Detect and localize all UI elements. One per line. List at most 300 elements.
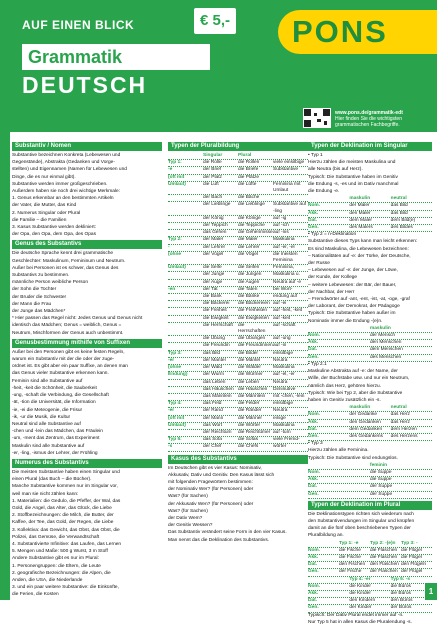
table-row bbox=[168, 387, 308, 394]
table-cell: die Kinder bbox=[349, 590, 371, 596]
table-cell: die Seife bbox=[203, 265, 222, 271]
text-line: Polizei, das Gemüse, die Verwandtschaft bbox=[12, 534, 100, 540]
text-line: alle Neutra (bis auf Herz). bbox=[308, 167, 363, 173]
table-cell: des Malers bbox=[349, 225, 373, 231]
table-cell: die Bäche bbox=[238, 195, 260, 201]
section-heading: Substantiv / Nomen bbox=[12, 142, 162, 151]
table-cell: den Menschen bbox=[370, 340, 402, 346]
table-cell: Diminutive bbox=[273, 386, 296, 392]
table-header-cell bbox=[308, 577, 349, 583]
table-cell: -s bbox=[168, 444, 173, 450]
table-header-cell: maskulin bbox=[349, 196, 371, 202]
table-cell bbox=[168, 394, 203, 400]
table-header-cell: maskulin bbox=[349, 405, 371, 411]
table-header bbox=[308, 463, 432, 470]
table-cell: auf -ung bbox=[273, 336, 291, 342]
section-heading: Numerus des Substantivs bbox=[12, 459, 162, 468]
table-cell: auf -ei bbox=[273, 301, 287, 307]
table-cell: auf -nis bbox=[273, 230, 289, 236]
table-row bbox=[308, 584, 432, 591]
table-cell: das Häuschen bbox=[203, 386, 234, 392]
text-line: Man nennt das die Deklination des Substantivs. bbox=[168, 537, 270, 543]
table-cell: Endung) bbox=[168, 372, 188, 378]
table-cell: auf -schaft bbox=[273, 322, 296, 328]
text-line: der Russe bbox=[308, 261, 330, 267]
text-line: – Fremdwörter auf -ant, -ent, -ist, -at, -oge, -graf bbox=[308, 297, 410, 303]
table-row bbox=[168, 358, 308, 365]
text-line: Kaffee, der Tee, das Gold, der Regen, die Liebe bbox=[12, 520, 114, 526]
text-line: der Nominativ Wer? (für Personen) oder bbox=[168, 487, 254, 493]
table-cell bbox=[168, 202, 203, 214]
table-row bbox=[168, 372, 308, 379]
table-cell: der Büros bbox=[390, 605, 412, 611]
table-row bbox=[308, 605, 432, 612]
table-cell: das Herz bbox=[390, 412, 410, 418]
title-grammatik: Grammatik bbox=[22, 44, 210, 70]
table-cell bbox=[273, 195, 308, 201]
text-line: -ung, -schaft die Verbindung, die Gesellschaft bbox=[12, 393, 109, 399]
text-line: einen Plural (das Buch – die Bücher). bbox=[12, 477, 92, 483]
table-cell bbox=[168, 308, 203, 314]
text-line: Typisch: Die Substantive haben außer im bbox=[308, 311, 396, 317]
table-cell: (ohne bbox=[168, 251, 182, 257]
text-line: Außer bei den Personen gibt es keine festen Regeln, bbox=[12, 349, 125, 355]
table-cell: die Vögel bbox=[238, 251, 259, 257]
table-row bbox=[168, 423, 308, 430]
text-line: warum ein Substantiv mit der die oder der zuge- bbox=[12, 357, 115, 363]
table-cell: Maskulina bbox=[273, 365, 295, 371]
table-row bbox=[308, 492, 432, 499]
table-header-cell: Plural bbox=[238, 153, 252, 158]
table-header-cell: Singular bbox=[203, 153, 223, 158]
text-line: männliche Person weibliche Person bbox=[12, 280, 88, 286]
table-header-cell bbox=[308, 463, 370, 469]
text-line: Es sind Maskulina, die Lebewesen bezeichnen: bbox=[308, 246, 409, 252]
text-line: Substantivs zu bestimmen. bbox=[12, 273, 70, 279]
text-line: Dinge, die es nur einmal gibt). bbox=[12, 174, 76, 180]
table-cell: der Suppe bbox=[370, 484, 393, 490]
table-row bbox=[168, 280, 308, 287]
text-line: der Akkusativ Wen? (für Personen) oder bbox=[168, 501, 254, 507]
table-cell: die Rollen bbox=[238, 160, 260, 166]
table-row bbox=[168, 287, 308, 294]
table-header-cell: Typ 3: - bbox=[401, 540, 418, 546]
table-cell: Typ 1: bbox=[168, 160, 182, 166]
table-cell: die Plätze bbox=[238, 174, 260, 180]
table-cell: viele einsilbige bbox=[273, 160, 305, 166]
table-cell: die Lüfte bbox=[238, 181, 257, 187]
table-cell: das Feld bbox=[203, 401, 222, 407]
table-cell: die Fische bbox=[339, 547, 361, 553]
text-line: der Genitiv Wessen? bbox=[168, 523, 213, 529]
text-line: 5. Mengen und Maße: 500 g Wurst, 3 m Stoff bbox=[12, 549, 108, 555]
table-cell: der Maler bbox=[349, 203, 370, 209]
table-row bbox=[308, 548, 432, 555]
table-cell: der König bbox=[203, 215, 224, 221]
table-cell: Umlaut) bbox=[168, 265, 186, 271]
table-cell: die Chefs bbox=[238, 444, 259, 450]
table-cell: der Wald bbox=[203, 365, 223, 371]
table-header bbox=[308, 196, 432, 203]
table-cell: das Männlein bbox=[203, 393, 232, 399]
table-cell: die Ewigkeit bbox=[203, 315, 229, 321]
table-cell: die Kinder bbox=[349, 583, 371, 589]
table-cell: die Flügel bbox=[401, 554, 422, 560]
text-line: 3. Kollektiva: das Gewicht, das Obst, das Obst, die bbox=[12, 527, 120, 533]
table-cell: den Gedanken bbox=[349, 419, 381, 425]
text-line: Anden, die USA, die Niederlande bbox=[12, 577, 83, 583]
table-row bbox=[168, 316, 308, 323]
table-cell: Dat. bbox=[308, 562, 318, 568]
table-header-cell: Typ 1: -e bbox=[339, 540, 359, 546]
promo-url[interactable]: www.pons.de/grammatik-edt bbox=[335, 110, 403, 116]
text-line: Feminin sind alle Substantive auf bbox=[12, 378, 83, 384]
table-cell: auf -er, -el bbox=[273, 244, 295, 250]
table-cell: Nom. bbox=[308, 469, 320, 475]
table-cell: Maskulina u. bbox=[273, 272, 300, 278]
table-cell: auf -in bbox=[273, 343, 287, 349]
table-cell: Neutra bbox=[273, 357, 288, 363]
table-header-cell: Typ 2: -(e)n bbox=[370, 540, 396, 546]
table-header-cell bbox=[273, 153, 308, 159]
table-cell: endung auf bbox=[273, 294, 298, 300]
text-line: der Mann die Frau bbox=[12, 301, 52, 307]
text-line: Was? (für Sachen) bbox=[168, 508, 208, 514]
table-cell: die Suppe bbox=[370, 469, 392, 475]
text-line: Maskulin sind alle Substantive auf bbox=[12, 443, 85, 449]
table-cell: der Bach bbox=[203, 195, 223, 201]
table-row bbox=[168, 408, 308, 415]
table-cell: die Briefe bbox=[238, 167, 259, 173]
table-cell: den Flügeln bbox=[401, 562, 427, 568]
table-cell: Substantive auf -ling bbox=[273, 202, 307, 214]
text-line: Andere Substantive gibt es nur im Plural: bbox=[12, 556, 99, 562]
table-header-cell bbox=[308, 326, 370, 332]
table-cell: die Sofas bbox=[238, 437, 259, 443]
text-line: Gold, die Angel, das Alter, das Glück, die Liebe bbox=[12, 505, 112, 511]
table-cell: die Flaschen bbox=[370, 547, 398, 553]
table-cell: die Büros bbox=[390, 590, 411, 596]
promo-text bbox=[335, 110, 431, 128]
table-cell: der Flügel bbox=[401, 569, 423, 575]
table-cell: die Wälder bbox=[238, 365, 261, 371]
table-cell: Nom. bbox=[308, 412, 320, 418]
table-cell: Gen. bbox=[308, 433, 319, 439]
table-cell: Nom. bbox=[308, 583, 320, 589]
table-cell: der Reichtum bbox=[203, 429, 232, 435]
table-header-cell: feminin bbox=[370, 462, 388, 468]
green-side-stripe bbox=[0, 132, 10, 600]
table-cell: das Leben bbox=[203, 379, 226, 385]
text-line: Nominativ immer die Endung -(e)n. bbox=[308, 318, 383, 324]
table-cell: Gen. bbox=[308, 491, 319, 497]
table-cell: den Flaschen bbox=[370, 562, 399, 568]
table-cell: die Büros bbox=[390, 583, 411, 589]
table-cell: Nom. bbox=[308, 333, 320, 339]
table-cell bbox=[168, 323, 203, 335]
text-line: 1. Personengruppen: die Eltern, die Leute bbox=[12, 563, 101, 569]
text-line: die Ferien, die Kosten bbox=[12, 592, 59, 598]
text-line: nämlich das Herz, gehören hierzu. bbox=[308, 383, 382, 389]
table-cell: die Übung bbox=[203, 336, 225, 342]
table-cell: der Lieblinge bbox=[203, 202, 231, 208]
table-cell: die Wörter bbox=[238, 422, 261, 428]
table-cell: Nom. bbox=[308, 203, 320, 209]
table-cell: die Bäckereien bbox=[238, 301, 270, 307]
table-cell: die Herrschaften bbox=[238, 322, 266, 335]
text-line: der Opa, den Opa, dem Opa, des Opas bbox=[12, 232, 96, 238]
kasus-text bbox=[168, 466, 308, 544]
table-cell: Typ 5: bbox=[168, 437, 182, 443]
table-cell: Umlaut) bbox=[168, 422, 186, 428]
table-cell: mit -chen, -lein bbox=[273, 393, 305, 399]
table-cell: das Sofa bbox=[203, 437, 222, 443]
table-cell bbox=[168, 336, 203, 342]
text-line: Typisch: Die Substantive haben im Genitiv bbox=[308, 174, 398, 180]
table-cell: der Brief bbox=[203, 167, 222, 173]
text-line: Wille, der Buchstabe usw. und nur ein Neutrum, bbox=[308, 376, 410, 382]
table-header-cell: Typ 4: -er bbox=[349, 576, 371, 582]
text-line: haben im Genitiv zusätzlich ein -s. bbox=[308, 397, 381, 403]
table-cell: - bbox=[168, 244, 170, 250]
table-cell: Dat. bbox=[308, 484, 318, 490]
section-heading: Typen der Deklination im Singular bbox=[308, 142, 432, 151]
table-header-cell bbox=[168, 153, 203, 159]
table-cell: Dat. bbox=[308, 347, 318, 353]
text-line: die Endung -e. bbox=[308, 189, 340, 195]
table-cell: die Mäntel bbox=[238, 357, 261, 363]
table-cell: der Wurm bbox=[203, 372, 224, 378]
table-cell: (oft mit bbox=[168, 174, 185, 180]
table-cell: die Männlein bbox=[238, 393, 266, 399]
table-cell: der Maler bbox=[203, 237, 224, 243]
table-cell: die Fische bbox=[339, 554, 361, 560]
table-cell: einsilbige bbox=[273, 350, 294, 356]
title-deutsch: DEUTSCH bbox=[22, 72, 148, 98]
text-line: • Typ 3 bbox=[308, 441, 323, 447]
table-cell: dem Maler bbox=[349, 217, 372, 223]
table-cell bbox=[168, 301, 203, 307]
table-header-cell bbox=[308, 405, 349, 411]
table-cell: die Rolle bbox=[203, 160, 222, 166]
table-header-cell: maskulin bbox=[370, 325, 391, 331]
table-row bbox=[308, 218, 432, 225]
column-substantiv bbox=[12, 140, 162, 598]
text-line: -er, -ling, -ismus der Lehrer, der Frühling bbox=[12, 450, 98, 456]
text-line: -um, -ment das Zentrum, das Experiment bbox=[12, 436, 100, 442]
table-cell bbox=[168, 343, 203, 349]
table-cell: das Bild bbox=[203, 350, 221, 356]
text-line: Typisch: Der Dativ Plural endet immer auf -n. bbox=[308, 612, 404, 618]
text-line: -ik, -ur die Musik, die Kultur bbox=[12, 414, 71, 420]
table-cell: die Leben bbox=[238, 379, 260, 385]
page-number: 1 bbox=[425, 583, 437, 600]
table-cell bbox=[168, 387, 203, 393]
text-line: 2. Numerus Singular oder Plural bbox=[12, 210, 81, 216]
table-cell: -e bbox=[168, 167, 173, 173]
table-cell: Typ 3: bbox=[168, 350, 182, 356]
table-row bbox=[168, 444, 308, 451]
table-cell: die Bank bbox=[203, 294, 222, 300]
text-line: Substantive bezeichnen Konkreta (Lebewesen und bbox=[12, 153, 121, 158]
text-line: Die deutsche Sprache kennt drei grammatische bbox=[12, 251, 114, 257]
table-cell bbox=[273, 175, 308, 181]
table-cell bbox=[168, 230, 203, 236]
table-cell: Akk. bbox=[308, 590, 319, 596]
text-line: 2. Stoffbezeichnungen: die Milch, die Butter, der bbox=[12, 513, 114, 519]
table-cell: der Suppe bbox=[370, 491, 393, 497]
table-row bbox=[308, 203, 432, 210]
text-line: -ät, -tion die Universität, die Information bbox=[12, 400, 96, 406]
table-row bbox=[168, 167, 308, 174]
text-line: der Sohn die Tochter bbox=[12, 287, 57, 293]
table-cell: die Bilder bbox=[238, 350, 258, 356]
table-cell bbox=[168, 280, 203, 286]
text-line: Außer bei Personen ist es schwer, das Genus des bbox=[12, 265, 119, 271]
table-cell: der Mantel bbox=[203, 357, 226, 363]
table-row bbox=[168, 380, 308, 387]
table-cell: der Mensch bbox=[370, 333, 396, 339]
text-line: 1. Genus erkennbar an den bestimmten Artikeln bbox=[12, 196, 114, 202]
text-line: -ie, -ei die Meteogenie, die Frisur bbox=[12, 407, 83, 413]
table-cell: viele Fremd- bbox=[273, 437, 300, 443]
text-line: Die meisten Substantive haben einen Singular und bbox=[12, 469, 120, 475]
table-cell: Dat. bbox=[308, 217, 318, 223]
table-cell: die meisten Feminina bbox=[273, 251, 298, 264]
table-row bbox=[168, 245, 308, 252]
table-row bbox=[308, 427, 432, 434]
table-cell: Dat. bbox=[308, 426, 318, 432]
table-cell: Gen. bbox=[308, 225, 319, 231]
table-cell: Substantive bbox=[273, 167, 299, 173]
text-line: der Kunde, der Kollege bbox=[308, 275, 358, 281]
text-line: 3. und ein paar weitere Substantive: die Einkünfte, bbox=[12, 585, 119, 591]
table-header-cell: neutral bbox=[390, 196, 407, 202]
table-cell: dem Gedanken bbox=[349, 426, 383, 432]
table-cell: einsilbige bbox=[273, 401, 294, 407]
table-cell: die Flaschen bbox=[370, 554, 398, 560]
table-cell: bei Wort- bbox=[273, 286, 293, 292]
table-row bbox=[168, 416, 308, 423]
table-cell bbox=[168, 430, 203, 436]
table-cell bbox=[168, 380, 203, 386]
table-cell: Feminina, bbox=[273, 265, 295, 271]
text-line: Manche Substantive kommen nur im Singular vor, bbox=[12, 484, 118, 490]
table-header bbox=[308, 577, 432, 584]
text-line: die Familie – die Familien bbox=[12, 217, 67, 223]
text-line: Akkusativ, Dativ und Genitiv. Den Kasus lässt sich bbox=[168, 472, 275, 478]
table-row bbox=[308, 420, 432, 427]
table-cell: des Herzens bbox=[390, 433, 418, 439]
table-cell: dem Bild(e) bbox=[390, 217, 416, 223]
table-cell: das Gehen bbox=[203, 230, 227, 236]
text-line: 4. Substantivierte Infinitive: das Laufen, das Lernen bbox=[12, 541, 122, 547]
table-row bbox=[308, 569, 432, 576]
table-row bbox=[168, 237, 308, 244]
table-cell: die Augen bbox=[238, 279, 260, 285]
table-cell: der Kinder bbox=[349, 605, 372, 611]
table-cell: Feminina mit Umlaut bbox=[273, 181, 301, 194]
table-row bbox=[308, 211, 432, 218]
text-line: der Junge das Mädchen* bbox=[12, 309, 66, 315]
table-cell: das Wort bbox=[203, 422, 223, 428]
text-line: Geschlechter: Maskulinum, Femininum und Neutrum. bbox=[12, 258, 126, 264]
table-cell: Neutra bbox=[273, 408, 288, 414]
table-cell: den Kindern bbox=[349, 598, 376, 604]
table-cell: Akk. bbox=[308, 419, 319, 425]
table-cell: die Luft bbox=[203, 181, 219, 187]
text-line: Hierzu zählen alle Feminina. bbox=[308, 448, 369, 454]
text-line: Das Substantiv verändert seine Form in den vier Kasus. bbox=[168, 530, 287, 536]
table-cell: (ohne bbox=[168, 365, 182, 371]
table-cell: Typ 4: bbox=[168, 401, 182, 407]
text-line: 1. Materialien: die Gedulo, die Pfeffer, der Wal, das bbox=[12, 498, 121, 504]
price-badge: € 5,- bbox=[194, 8, 236, 34]
table-cell: der Vogel bbox=[203, 251, 224, 257]
table-cell bbox=[168, 195, 203, 201]
text-line: die Endung -s, -es und im Dativ manchmal bbox=[308, 181, 399, 187]
pons-logo: PONS bbox=[278, 10, 437, 54]
section-heading: Typen der Deklination im Plural bbox=[308, 501, 432, 510]
text-line: der Dativ Wem? bbox=[168, 515, 203, 521]
table-cell: -er bbox=[168, 357, 175, 363]
table-cell: Maskulina bbox=[273, 237, 295, 243]
table-cell: die Bänke bbox=[238, 294, 260, 300]
text-line: 2. geografische Bezeichnungen: die Alpen, die bbox=[12, 570, 111, 576]
table-cell: dem Herzen bbox=[390, 426, 417, 432]
text-line: Substantive werden immer großgeschrieben. bbox=[12, 181, 108, 187]
text-line: Typisch: Wie bei Typ 2, aber die Substantive bbox=[308, 390, 403, 396]
table-cell: auf -heit, -keit bbox=[273, 308, 303, 314]
table-cell: des Gedankens bbox=[349, 433, 383, 439]
table-row bbox=[308, 347, 432, 354]
section-heading: Typen der Pluralbildung bbox=[168, 142, 308, 151]
table-cell: die Lieblinge bbox=[238, 202, 265, 208]
text-line: Substantive dieses Typs kann man leicht erkennen: bbox=[308, 239, 418, 245]
table-cell: Akk. bbox=[308, 340, 319, 346]
table-cell bbox=[168, 223, 203, 229]
table-row bbox=[168, 343, 308, 350]
table-header bbox=[308, 326, 432, 333]
text-line: mit folgenden Fragewörtern bestimmen: bbox=[168, 479, 253, 485]
promo-line: grammatischen Fachbegriffe. bbox=[335, 122, 400, 128]
text-line: 3. Kasus Substantive werden dekliniert: bbox=[12, 225, 96, 231]
section-heading: Genusbestimmung mithilfe von Suffixen bbox=[12, 339, 162, 348]
table-cell: der Platz bbox=[203, 174, 222, 180]
text-line: – Nationalitäten auf -e: der Türke, der Deutsche, bbox=[308, 253, 411, 259]
table-row bbox=[168, 182, 308, 195]
text-line: Im Deutschen gibt es vier Kasus: Nominativ, bbox=[168, 465, 262, 471]
table-cell: die Jungen bbox=[238, 272, 262, 278]
table-cell: Akk. bbox=[308, 210, 319, 216]
table-cell: des Menschen bbox=[370, 354, 402, 360]
table-cell: Akk. bbox=[308, 477, 319, 483]
table-cell: die Gehenmisse bbox=[238, 230, 273, 236]
text-line: • Typ 2.1 bbox=[308, 361, 327, 367]
text-line: – Lebewesen auf -e: der Junge, der Löwe, bbox=[308, 268, 398, 274]
table-header-cell: neutral bbox=[390, 405, 407, 411]
text-line: stellten) und Eigennamen (Namen für Lebewesen und bbox=[12, 167, 127, 173]
table-cell: den Maler bbox=[349, 210, 371, 216]
table-cell: die Reichtümer bbox=[238, 429, 271, 435]
table-cell: Typ 2: bbox=[168, 237, 182, 243]
table-row bbox=[168, 323, 308, 336]
table-cell: die Teppiche bbox=[238, 223, 265, 229]
text-line: der Laborant, der Demokrat, der Pädagoge bbox=[308, 304, 400, 310]
text-line: das Genus vieler Substantive erkennen kann. bbox=[12, 371, 109, 377]
table-cell: Nom. bbox=[308, 547, 320, 553]
table-row bbox=[308, 434, 432, 441]
